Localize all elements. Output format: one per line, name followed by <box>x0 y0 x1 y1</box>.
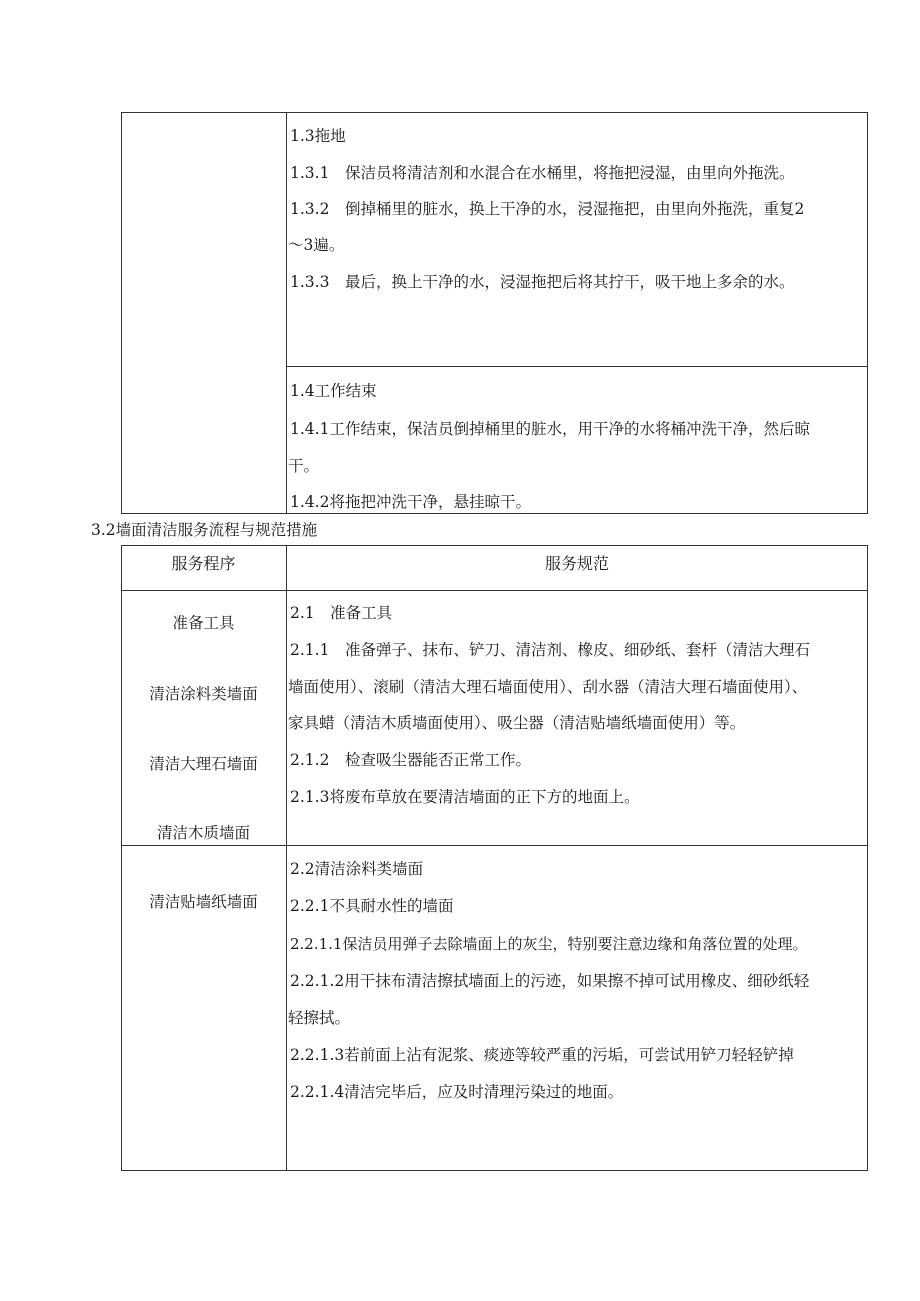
section-title: 2.1 准备工具 <box>290 604 393 622</box>
list-item: 2.1.3将废布草放在要清洁墙面的正下方的地面上。 <box>290 788 640 806</box>
section-title: 2.2清洁涂料类墙面 <box>290 860 424 878</box>
list-item: 2.1.2 检查吸尘器能否正常工作。 <box>290 751 531 769</box>
table-header-divider <box>121 590 868 591</box>
procedure-wallpaper-wall: 清洁贴墙纸墙面 <box>149 893 258 911</box>
list-item: 2.2.1.3若前面上沾有泥浆、痰迹等较严重的污垢，可尝试用铲刀轻轻铲掉 <box>290 1046 794 1064</box>
list-item: 2.2.1.4清洁完毕后，应及时清理污染过的地面。 <box>290 1083 624 1101</box>
list-item: 1.3.2 倒掉桶里的脏水，换上干净的水，浸湿拖把，由里向外拖洗，重复2 <box>290 200 805 218</box>
header-service-standard: 服务规范 <box>544 554 609 573</box>
list-item: 2.1.1 准备弹子、抹布、铲刀、清洁剂、橡皮、细砂纸、套杆（清洁大理石 <box>290 641 810 659</box>
list-item: 墙面使用）、滚刷（清洁大理石墙面使用）、刮水器（清洁大理石墙面使用）、 <box>288 678 808 696</box>
section-heading: 3.2墙面清洁服务流程与规范措施 <box>91 521 318 539</box>
header-service-procedure: 服务程序 <box>171 554 236 573</box>
list-item: 1.3.3 最后，换上干净的水，浸湿拖把后将其拧干，吸干地上多余的水。 <box>290 273 795 291</box>
list-item: 1.4.1工作结束，保洁员倒掉桶里的脏水，用干净的水将桶冲洗干净，然后晾 <box>290 420 810 438</box>
table-row-divider <box>121 845 868 846</box>
list-item: 2.2.1不具耐水性的墙面 <box>290 897 454 915</box>
list-item: 2.2.1.1保洁员用弹子去除墙面上的灰尘，特别要注意边缘和角落位置的处理。 <box>290 935 808 953</box>
section-title: 1.4工作结束 <box>290 382 377 400</box>
list-item: 2.2.1.2用干抹布清洁擦拭墙面上的污迹，如果擦不掉可试用橡皮、细砂纸轻 <box>290 972 810 990</box>
list-item: ～3遍。 <box>288 236 345 254</box>
table-column-divider <box>286 545 287 1171</box>
table-continued-row-divider <box>286 366 868 367</box>
section-title: 1.3拖地 <box>290 127 346 145</box>
list-item: 1.4.2将拖把冲洗干净，悬挂晾干。 <box>290 493 531 511</box>
procedure-prepare-tools: 准备工具 <box>172 614 235 632</box>
list-item: 轻擦拭。 <box>288 1009 351 1027</box>
table-continued-column-divider <box>286 112 287 514</box>
procedure-paint-wall: 清洁涂料类墙面 <box>149 685 258 703</box>
wall-cleaning-table <box>121 545 868 1171</box>
list-item: 干。 <box>288 457 320 475</box>
list-item: 1.3.1 保洁员将清洁剂和水混合在水桶里，将拖把浸湿，由里向外拖洗。 <box>290 164 795 182</box>
list-item: 家具蜡（清洁木质墙面使用）、吸尘器（清洁贴墙纸墙面使用）等。 <box>288 714 746 732</box>
procedure-marble-wall: 清洁大理石墙面 <box>149 755 258 773</box>
procedure-wood-wall: 清洁木质墙面 <box>156 824 250 842</box>
